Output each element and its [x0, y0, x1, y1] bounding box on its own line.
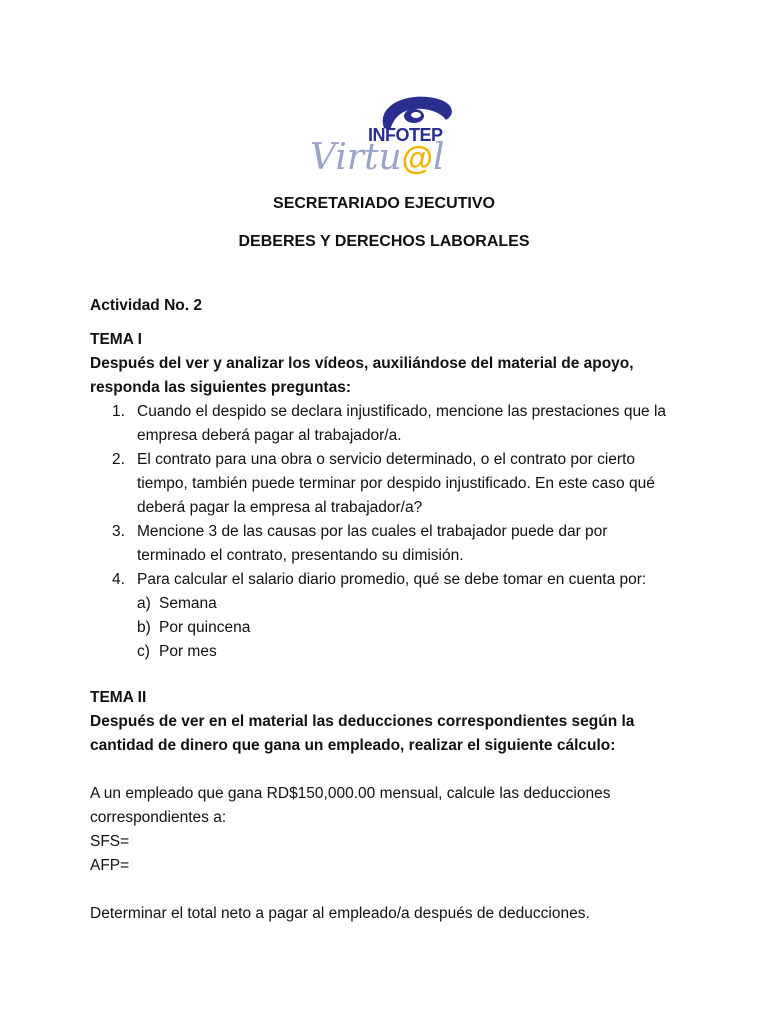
logo-brand-text: INFOTEP — [368, 125, 443, 145]
option-text: Por quincena — [159, 619, 251, 636]
question-text: El contrato para una obra o servicio determinado, o el contrato por cierto tiempo, también puede terminar por despido injustificado. En este caso qué deberá pagar la empresa al trabajador/a? — [137, 451, 655, 516]
logo-virtual-end: l — [432, 137, 445, 178]
sfs-label: SFS= — [90, 833, 130, 850]
question-number: 1. — [112, 403, 125, 420]
document-title: SECRETARIADO EJECUTIVO — [273, 195, 495, 212]
infotep-virtual-logo — [306, 86, 466, 181]
option-item — [137, 616, 680, 640]
question-number: 4. — [112, 571, 125, 588]
afp-label: AFP= — [90, 857, 130, 874]
question-text: Mencione 3 de las causas por las cuales el trabajador puede dar por terminado el contrato, presentando su dimisión. — [137, 523, 608, 564]
option-item — [137, 640, 680, 664]
logo-at-symbol: @ — [401, 140, 433, 176]
final-instruction: Determinar el total neto a pagar al empleado/a después de deducciones. — [90, 905, 590, 922]
question-item — [90, 520, 680, 568]
question-item — [90, 400, 680, 448]
tema2-heading: TEMA II — [90, 689, 147, 706]
tema2-instruction: Después de ver en el material las deducciones correspondientes según la cantidad de dinero que gana un empleado, realizar el siguiente cálculo: — [90, 713, 635, 754]
logo-virtual-text — [310, 138, 444, 178]
option-letter: c) — [137, 643, 150, 660]
option-text: Semana — [159, 595, 217, 612]
option-item — [137, 592, 680, 616]
question-item — [90, 448, 680, 520]
tema1-instruction: Después del ver y analizar los vídeos, auxiliándose del material de apoyo, responda las siguientes preguntas: — [90, 355, 634, 396]
option-letter: b) — [137, 619, 151, 636]
question-text: Cuando el despido se declara injustificado, mencione las prestaciones que la empresa deberá pagar al trabajador/a. — [137, 403, 667, 444]
document-subtitle: DEBERES Y DERECHOS LABORALES — [238, 233, 530, 250]
problem-statement: A un empleado que gana RD$150,000.00 mensual, calcule las deducciones correspondientes a: — [90, 785, 611, 826]
logo-virtual-start: Virtu — [310, 137, 402, 178]
question-number: 3. — [112, 523, 125, 540]
tema1-heading: TEMA I — [90, 331, 142, 348]
option-text: Por mes — [159, 643, 217, 660]
option-letter: a) — [137, 595, 151, 612]
option-list — [137, 592, 680, 664]
question-list — [90, 400, 680, 664]
question-item — [90, 568, 680, 664]
question-text: Para calcular el salario diario promedio, qué se debe tomar en cuenta por: — [137, 571, 647, 588]
question-number: 2. — [112, 451, 125, 468]
activity-label: Actividad No. 2 — [90, 297, 202, 314]
